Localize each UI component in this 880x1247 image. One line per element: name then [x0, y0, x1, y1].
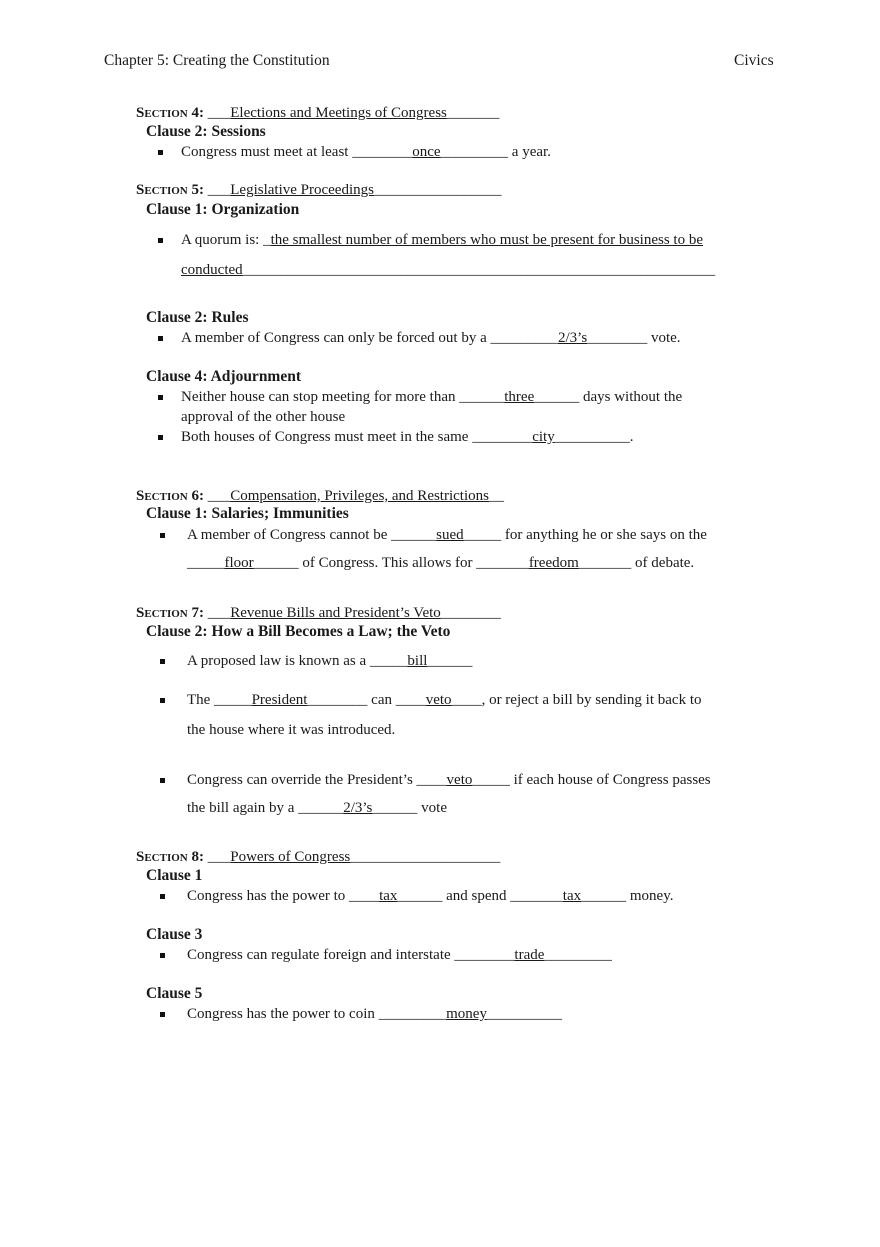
line-text: ____________________: [350, 849, 501, 865]
answer-text: Powers of Congress: [230, 849, 351, 865]
bullet-icon: [160, 778, 165, 783]
fill-in-line: [181, 142, 551, 162]
line-text: Congress can override the President’s ____: [187, 772, 447, 788]
clause-heading: Clause 1: [146, 867, 203, 884]
answer-text: Compensation, Privileges, and Restrictions: [230, 488, 489, 504]
line-text: ___: [204, 849, 231, 865]
line-text: Congress has the power to ____: [187, 888, 380, 904]
line-text: ______ and spend _______: [397, 888, 563, 904]
answer-text: Elections and Meetings of Congress: [230, 105, 447, 121]
line-text: ___: [204, 488, 231, 504]
clause-heading: Clause 1: Organization: [146, 201, 300, 218]
answer-text: conducted: [181, 262, 243, 278]
bullet-icon: [160, 894, 165, 899]
line-text: _________________: [373, 182, 502, 198]
fill-in-line: [187, 770, 711, 790]
line-text: ______ of Congress. This allows for _______: [253, 555, 529, 571]
line-text: A member of Congress can only be forced out by a _________: [181, 330, 558, 346]
section-label: Section 4:: [136, 105, 204, 121]
section-label: Section 8:: [136, 849, 204, 865]
answer-text: bill: [407, 653, 428, 669]
line-text: ____, or reject a bill by sending it back to: [451, 692, 702, 708]
section-label: Section 7:: [136, 605, 204, 621]
line-text: _________ a year.: [440, 144, 551, 160]
line-text: A member of Congress cannot be ______: [187, 527, 437, 543]
line-text: the bill again by a ______: [187, 800, 344, 816]
line-text: approval of the other house: [181, 409, 346, 425]
clause-heading: Clause 1: Salaries; Immunities: [146, 505, 349, 522]
line-text: ___: [204, 605, 231, 621]
fill-in-line: [187, 525, 707, 545]
fill-in-line: [187, 945, 612, 965]
line-text: ______ vote: [372, 800, 447, 816]
line-text: ________: [440, 605, 501, 621]
answer-text: veto: [446, 772, 473, 788]
line-text: Congress has the power to coin _________: [187, 1006, 447, 1022]
line-text: _______ of debate.: [578, 555, 695, 571]
answer-text: the smallest number of members who must be present for business to be: [270, 232, 704, 248]
line-text: _______________________________________________________________: [242, 262, 716, 278]
clause-heading: Clause 2: How a Bill Becomes a Law; the Veto: [146, 623, 451, 640]
section-label: Section 6:: [136, 488, 204, 504]
answer-text: veto: [425, 692, 452, 708]
line-text: A quorum is: _: [181, 232, 271, 248]
section-4-heading: [136, 103, 499, 123]
bullet-icon: [158, 150, 163, 155]
answer-text: trade: [514, 947, 545, 963]
fill-in-line: [187, 553, 694, 573]
line-text: ______ days without the: [534, 389, 683, 405]
line-text: __: [488, 488, 504, 504]
line-text: Neither house can stop meeting for more than ______: [181, 389, 505, 405]
bullet-icon: [160, 698, 165, 703]
section-5-heading: [136, 180, 501, 200]
answer-text: once: [412, 144, 441, 160]
fill-in-line: [187, 798, 447, 818]
bullet-icon: [160, 659, 165, 664]
fill-in-line: [181, 230, 703, 250]
bullet-icon: [158, 395, 163, 400]
line-text: Congress can regulate foreign and interstate ________: [187, 947, 515, 963]
line-text: ________ vote.: [587, 330, 681, 346]
answer-text: Legislative Proceedings: [230, 182, 374, 198]
fill-in-line: [187, 651, 472, 671]
fill-in-line: [181, 427, 633, 447]
answer-text: floor: [224, 555, 254, 571]
line-text: _____ if each house of Congress passes: [472, 772, 711, 788]
answer-text: three: [504, 389, 535, 405]
line-text: ___: [204, 105, 231, 121]
fill-in-line: [187, 690, 702, 710]
line-text: ________ can ____: [307, 692, 426, 708]
header-chapter-title: Chapter 5: Creating the Constitution: [104, 52, 330, 69]
answer-text: 2/3’s: [343, 800, 373, 816]
line-text: Both houses of Congress must meet in the same ________: [181, 429, 533, 445]
line-text: _____: [187, 555, 225, 571]
line-text: The _____: [187, 692, 252, 708]
line-text: _____ for anything he or she says on the: [463, 527, 707, 543]
section-8-heading: [136, 847, 500, 867]
answer-text: money: [446, 1006, 487, 1022]
bullet-icon: [158, 238, 163, 243]
section-7-heading: [136, 603, 501, 623]
line-text: _______: [446, 105, 500, 121]
answer-text: freedom: [528, 555, 579, 571]
header-subject: Civics: [734, 52, 774, 69]
answer-text: city: [532, 429, 555, 445]
section-label: Section 5:: [136, 182, 204, 198]
answer-text: tax: [379, 888, 398, 904]
fill-in-line: [187, 720, 395, 740]
clause-heading: Clause 2: Sessions: [146, 123, 266, 140]
fill-in-line: [181, 387, 682, 407]
line-text: A proposed law is known as a _____: [187, 653, 408, 669]
line-text: __________: [486, 1006, 562, 1022]
answer-text: Revenue Bills and President’s Veto: [230, 605, 441, 621]
section-6-heading: [136, 486, 504, 506]
line-text: the house where it was introduced.: [187, 722, 396, 738]
clause-heading: Clause 3: [146, 926, 203, 943]
fill-in-line: [187, 1004, 562, 1024]
line-text: Congress must meet at least ________: [181, 144, 413, 160]
answer-text: sued: [436, 527, 464, 543]
clause-heading: Clause 5: [146, 985, 203, 1002]
fill-in-line: [181, 328, 681, 348]
line-text: ___: [204, 182, 231, 198]
bullet-icon: [160, 953, 165, 958]
fill-in-line: [187, 886, 673, 906]
answer-text: President: [251, 692, 308, 708]
fill-in-line: [181, 260, 715, 280]
line-text: _________: [544, 947, 612, 963]
bullet-icon: [160, 1012, 165, 1017]
bullet-icon: [160, 533, 165, 538]
bullet-icon: [158, 435, 163, 440]
fill-in-line: [181, 407, 345, 427]
bullet-icon: [158, 336, 163, 341]
answer-text: tax: [562, 888, 582, 904]
clause-heading: Clause 2: Rules: [146, 309, 249, 326]
clause-heading: Clause 4: Adjournment: [146, 368, 302, 385]
line-text: __________.: [554, 429, 634, 445]
answer-text: 2/3’s: [558, 330, 588, 346]
line-text: ______: [427, 653, 473, 669]
line-text: ______ money.: [581, 888, 674, 904]
